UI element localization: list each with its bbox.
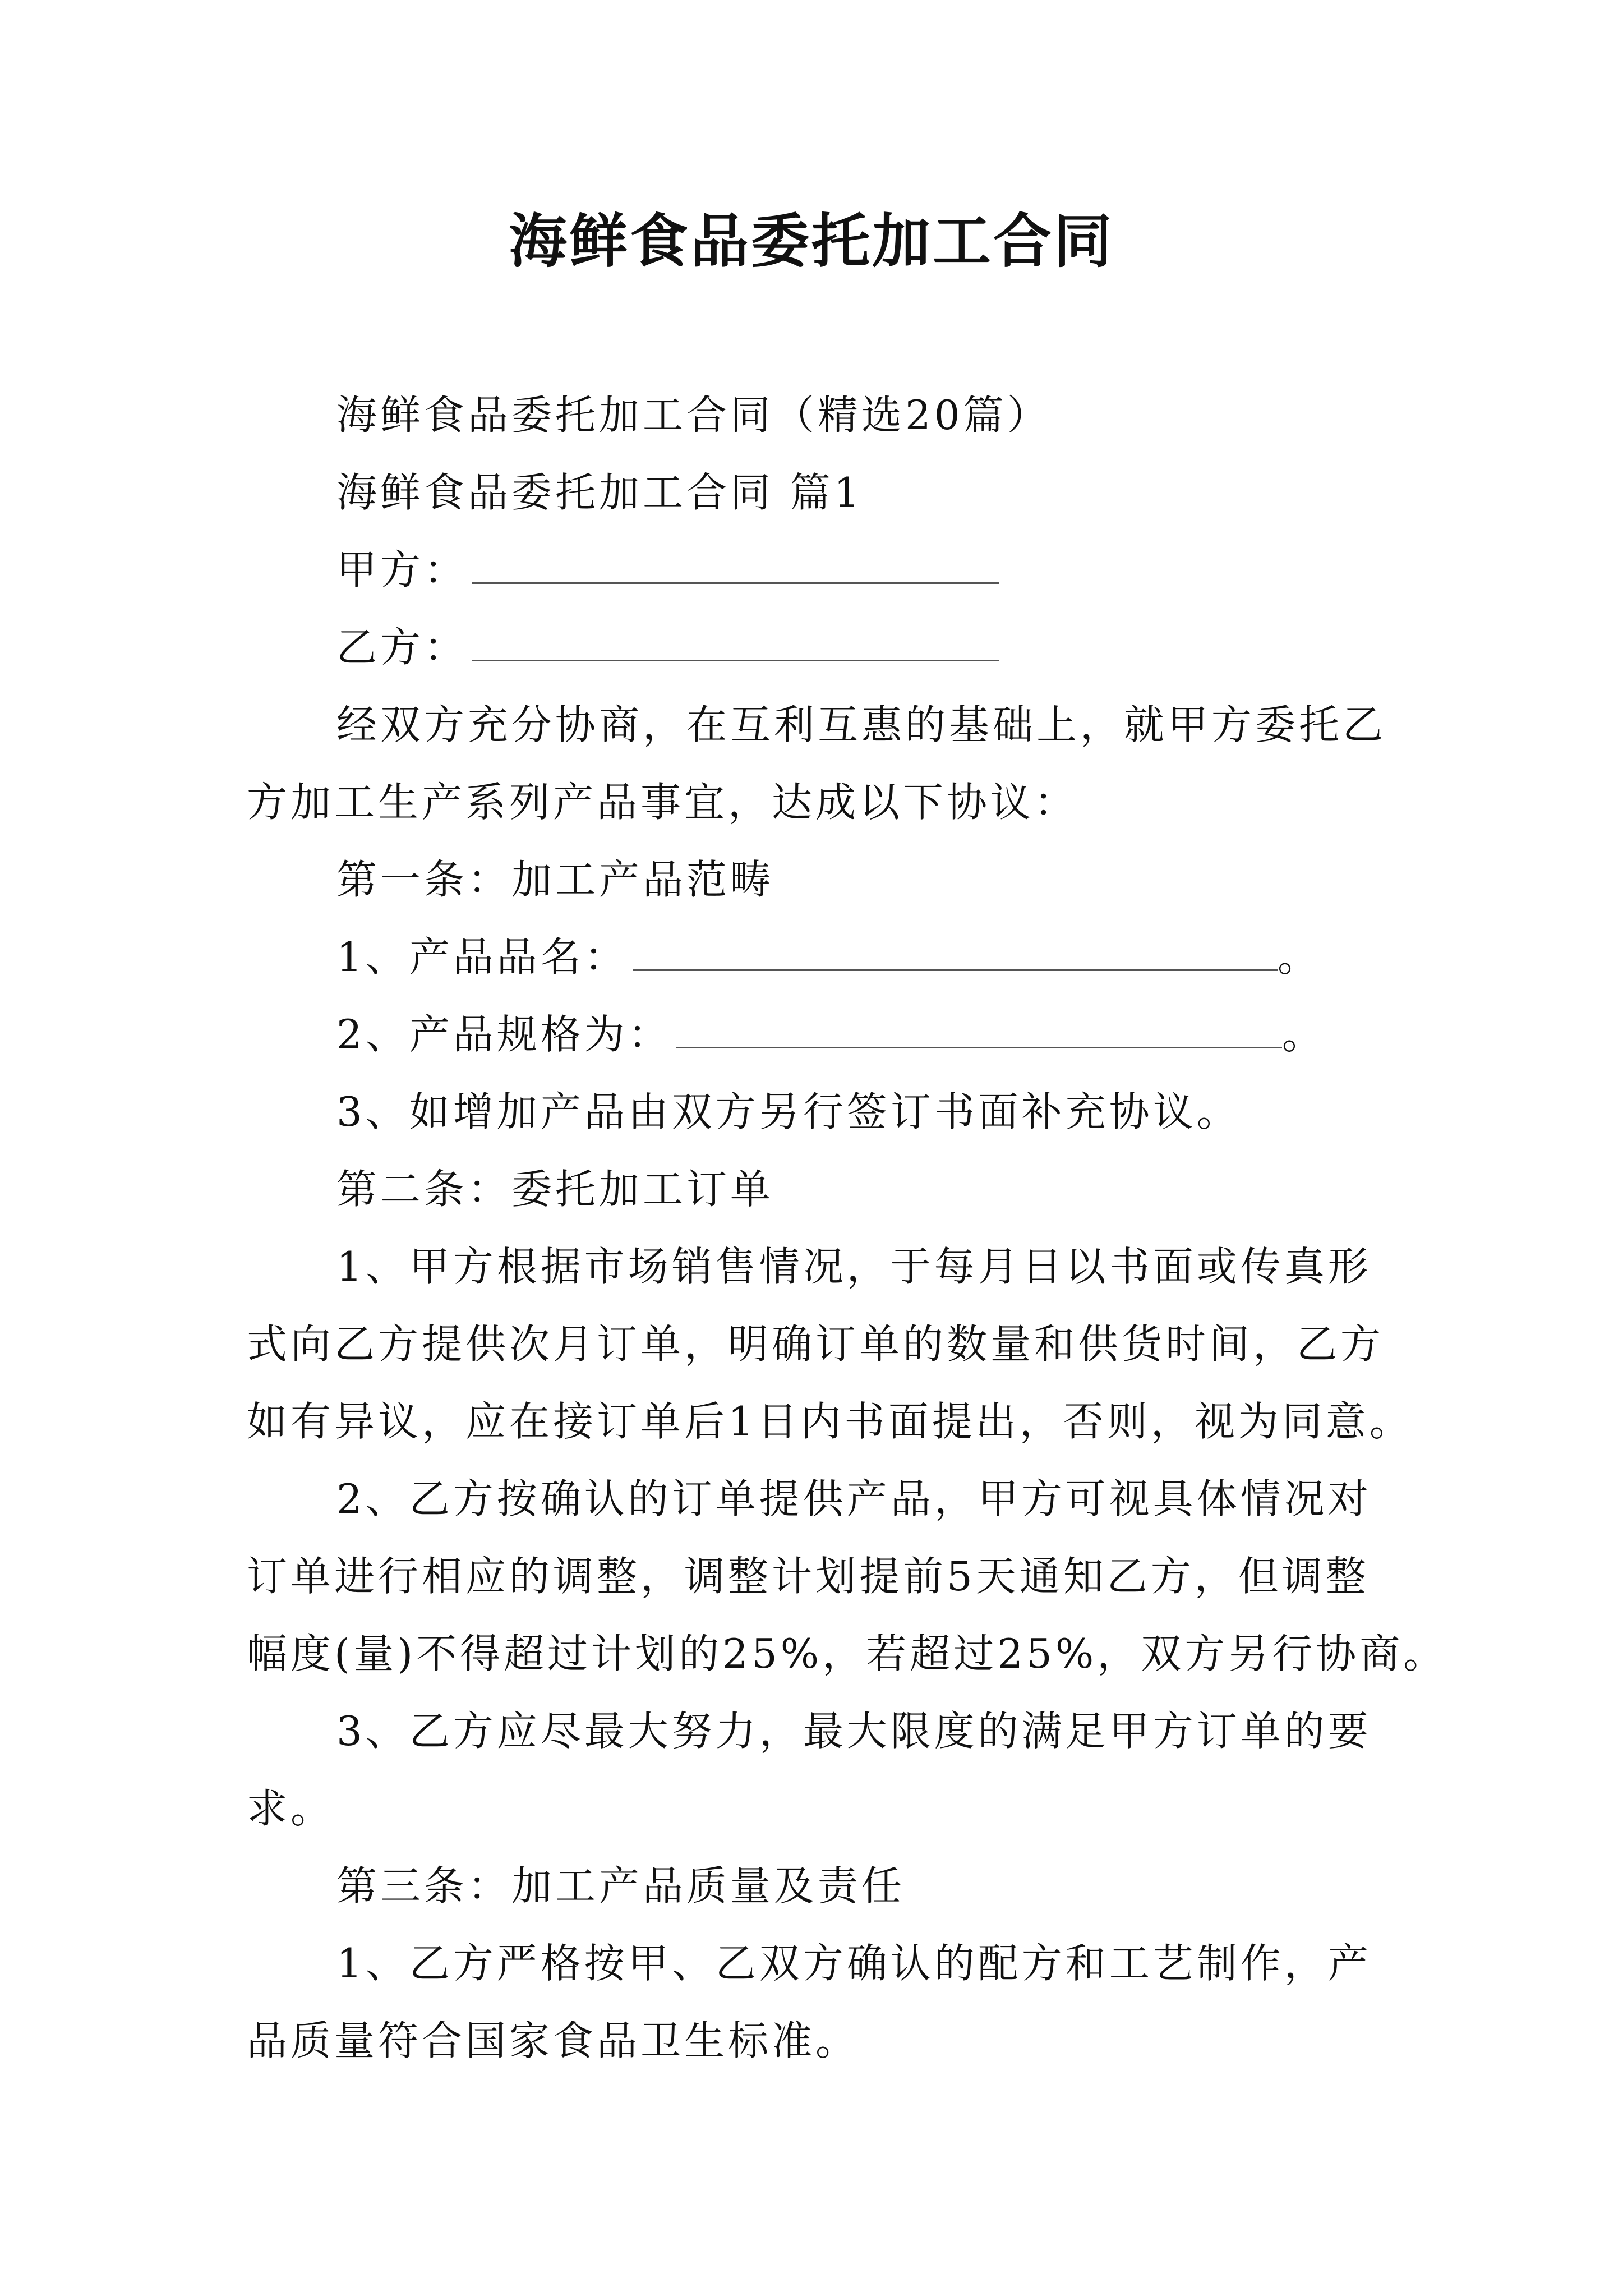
a1-item-2-label: 2、产品规格为： (336, 1011, 672, 1058)
a1-item-1-label: 1、产品品名： (336, 933, 628, 981)
article-2-title: 第二条：委托加工订单 (336, 1166, 774, 1213)
a2-p2-line-3: 幅度(量)不得超过计划的25%，若超过25%，双方另行协商。 (247, 1630, 1447, 1677)
a3-p1-line-2: 品质量符合国家食品卫生标准。 (247, 2017, 860, 2064)
a1-item-3: 3、如增加产品由双方另行签订书面补充协议。 (336, 1088, 1241, 1135)
a2-p1-line-1: 1、甲方根据市场销售情况，于每月日以书面或传真形 (336, 1243, 1372, 1290)
a2-p2-line-2: 订单进行相应的调整，调整计划提前5天通知乙方，但调整 (247, 1553, 1370, 1600)
article-1-title: 第一条：加工产品范畴 (336, 856, 774, 903)
a1-item-2 (336, 1006, 1326, 1062)
intro-line-1: 经双方充分协商，在互利互惠的基础上，就甲方委托乙 (336, 701, 1387, 748)
party-a-line (336, 542, 999, 598)
party-a-blank (472, 546, 999, 584)
party-b-label: 乙方： (336, 624, 468, 671)
a3-p1-line-1: 1、乙方严格按甲、乙双方确认的配方和工艺制作，产 (336, 1940, 1372, 1987)
a2-p1-line-3: 如有异议，应在接订单后1日内书面提出，否则，视为同意。 (247, 1398, 1413, 1445)
a1-item-1 (336, 929, 1321, 985)
document-title: 海鲜食品委托加工合同 (508, 207, 1114, 275)
section-heading: 海鲜食品委托加工合同 篇1 (336, 469, 863, 516)
a2-p3-line-2: 求。 (247, 1785, 335, 1832)
party-b-blank (472, 624, 999, 661)
product-name-blank (633, 933, 1278, 971)
party-b-line (336, 619, 999, 675)
intro-line-2: 方加工生产系列产品事宜，达成以下协议： (247, 779, 1078, 826)
document-subtitle: 海鲜食品委托加工合同（精选20篇） (336, 392, 1051, 439)
a1-item-1-end: 。 (1277, 933, 1321, 981)
article-3-title: 第三条：加工产品质量及责任 (336, 1862, 906, 1910)
product-spec-blank (676, 1011, 1282, 1048)
party-a-label: 甲方： (336, 546, 468, 593)
a2-p2-line-1: 2、乙方按确认的订单提供产品，甲方可视具体情况对 (336, 1475, 1372, 1522)
a2-p3-line-1: 3、乙方应尽最大努力，最大限度的满足甲方订单的要 (336, 1708, 1372, 1755)
a2-p1-line-2: 式向乙方提供次月订单，明确订单的数量和供货时间，乙方 (247, 1320, 1385, 1368)
a1-item-2-end: 。 (1281, 1011, 1326, 1058)
